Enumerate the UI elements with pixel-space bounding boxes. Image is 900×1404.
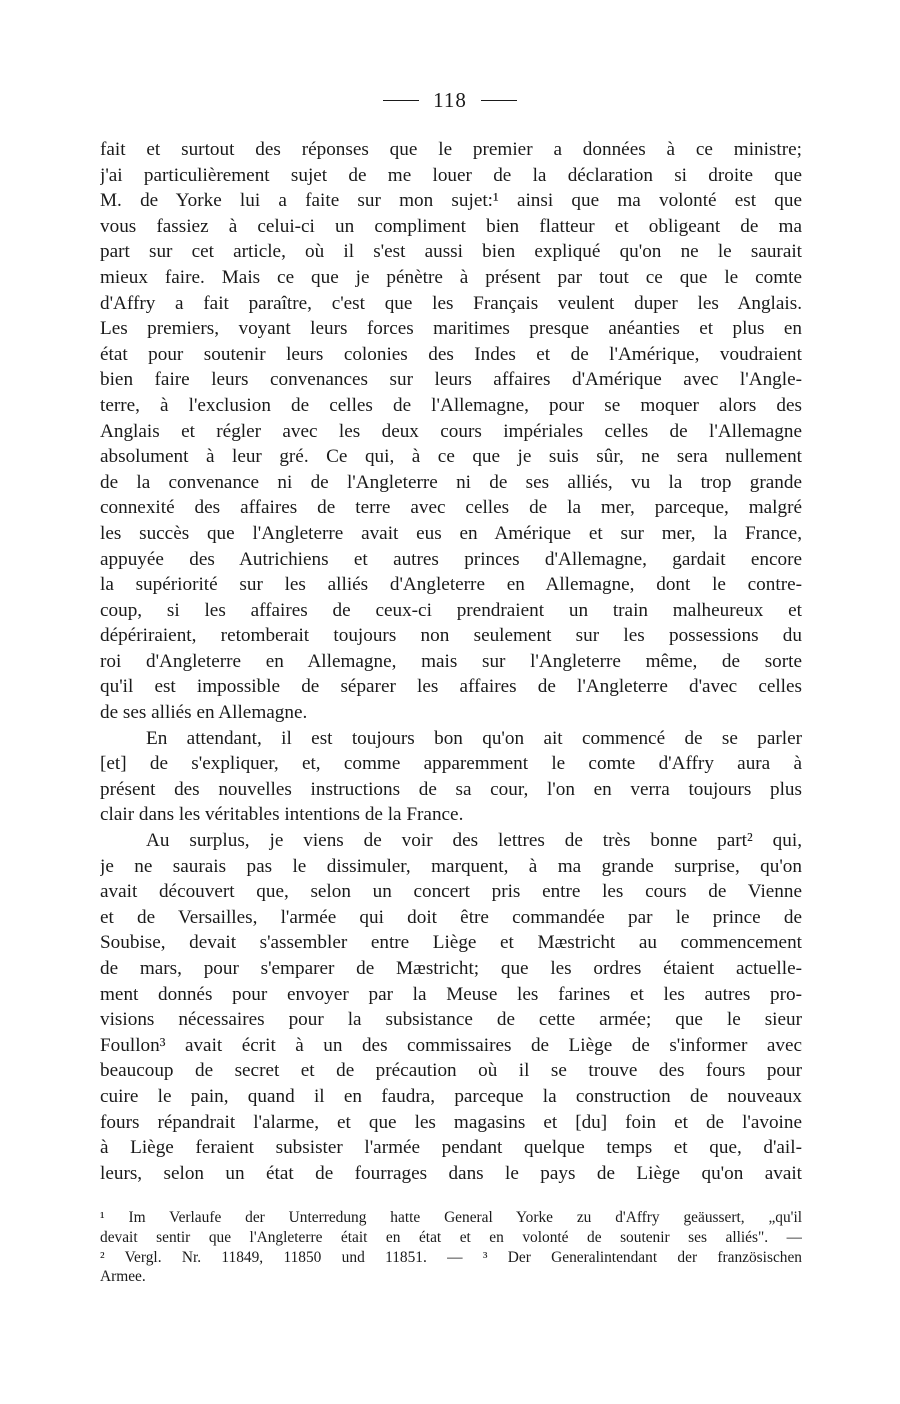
text-line: qu'il est impossible de séparer les affaires de l'Angleterre d'avec celles: [100, 676, 802, 698]
text-line: vous fassiez à celui-ci un compliment bien flatteur et obligeant de ma: [100, 215, 802, 237]
text-line: à Liège feraient subsister l'armée pendant quelque temps et que, d'ail-: [100, 1137, 802, 1159]
text-line: de la convenance ni de l'Angleterre ni de ses alliés, vu la trop grande: [100, 471, 802, 493]
text-line: de mars, pour s'emparer de Mæstricht; que les ordres étaient actuelle-: [100, 958, 802, 979]
text-line: mieux faire. Mais ce que je pénètre à présent par tout ce que le comte: [100, 266, 802, 288]
text-line: Soubise, devait s'assembler entre Liège et Mæstricht au commencement: [100, 932, 802, 954]
text-line: j'ai particulièrement sujet de me louer de la déclaration si droite que: [100, 164, 802, 186]
header-rule-right: [481, 100, 517, 101]
paragraph: [100, 828, 802, 1186]
text-line: Anglais et régler avec les deux cours impériales celles de l'Allemagne: [100, 420, 802, 442]
text-line: état pour soutenir leurs colonies des Indes et de l'Amérique, voudraient: [100, 343, 802, 365]
text-line: clair dans les véritables intentions de la France.: [100, 804, 464, 826]
footnote-line: devait sentir que l'Angleterre était en état et en volonté de soutenir ses alliés". —: [100, 1228, 802, 1246]
text-line: bien faire leurs convenances sur leurs affaires d'Amérique avec l'Angle-: [100, 369, 802, 391]
text-line: [et] de s'expliquer, et, comme apparemment le comte d'Affry aura à: [100, 753, 802, 775]
text-line: dépériraient, retomberait toujours non seulement sur les possessions du: [100, 625, 802, 647]
text-line: d'Affry a fait paraître, c'est que les Français veulent duper les Anglais.: [100, 292, 802, 314]
footnote-line: Armee.: [100, 1268, 146, 1286]
text-line: fours répandrait l'alarme, et que les magasins et [du] foin et de l'avoine: [100, 1111, 802, 1133]
paragraph: [100, 726, 802, 828]
footnote-line: ² Vergl. Nr. 11849, 11850 und 11851. — ³ Der Generalintendant der französischen: [100, 1248, 802, 1266]
text-line: M. de Yorke lui a faite sur mon sujet:¹ ainsi que ma volonté est que: [100, 190, 802, 212]
text-line: Foullon³ avait écrit à un des commissaires de Liège de s'informer avec: [100, 1034, 802, 1056]
text-line: fait et surtout des réponses que le premier a données à ce ministre;: [100, 139, 802, 160]
text-line: roi d'Angleterre en Allemagne, mais sur l'Angleterre même, de sorte: [100, 650, 802, 672]
text-line: présent des nouvelles instructions de sa cour, l'on en verra toujours plus: [100, 778, 802, 800]
footnotes: [100, 1208, 802, 1287]
text-line: visions nécessaires pour la subsistance de cette armée; que le sieur: [100, 1009, 802, 1031]
text-line: Les premiers, voyant leurs forces maritimes presque anéanties et plus en: [100, 318, 802, 340]
text-line: leurs, selon un état de fourrages dans le pays de Liège qu'on avait: [100, 1162, 802, 1184]
header-rule-left: [383, 100, 419, 101]
text-line: terre, à l'exclusion de celles de l'Allemagne, pour se moquer alors des: [100, 394, 802, 416]
text-line: la supériorité sur les alliés d'Angleterre en Allemagne, dont le contre-: [100, 574, 802, 596]
text-line: beaucoup de secret et de précaution où il se trouve des fours pour: [100, 1060, 802, 1082]
text-line: les succès que l'Angleterre avait eus en Amérique et sur mer, la France,: [100, 522, 802, 544]
page-header: [0, 88, 900, 113]
text-line: coup, si les affaires de ceux-ci prendraient un train malheureux et: [100, 599, 802, 621]
text-line: appuyée des Autrichiens et autres princes d'Allemagne, gardait encore: [100, 548, 802, 570]
text-line: absolument à leur gré. Ce qui, à ce que je suis sûr, ne sera nullement: [100, 446, 802, 468]
text-line: cuire le pain, quand il en faudra, parceque la construction de nouveaux: [100, 1085, 802, 1107]
text-line: ment donnés pour envoyer par la Meuse les farines et les autres pro-: [100, 983, 802, 1005]
paragraph: [100, 137, 802, 726]
text-line: En attendant, il est toujours bon qu'on ait commencé de se parler: [146, 727, 802, 749]
text-line: part sur cet article, où il s'est aussi bien expliqué qu'on ne le saurait: [100, 241, 802, 263]
text-line: Au surplus, je viens de voir des lettres de très bonne part² qui,: [146, 830, 802, 852]
text-line: je ne saurais pas le dissimuler, marquent, à ma grande surprise, qu'on: [100, 855, 802, 877]
text-line: connexité des affaires de terre avec celles de la mer, parceque, malgré: [100, 497, 802, 519]
body-text: [100, 137, 802, 1186]
text-line: avait découvert que, selon un concert pris entre les cours de Vienne: [100, 881, 802, 903]
text-line: et de Versailles, l'armée qui doit être commandée par le prince de: [100, 906, 802, 928]
text-line: de ses alliés en Allemagne.: [100, 702, 308, 724]
page-number: 118: [433, 88, 467, 112]
footnote-line: ¹ Im Verlaufe der Unterredung hatte General Yorke zu d'Affry geäussert, „qu'il: [100, 1209, 802, 1226]
